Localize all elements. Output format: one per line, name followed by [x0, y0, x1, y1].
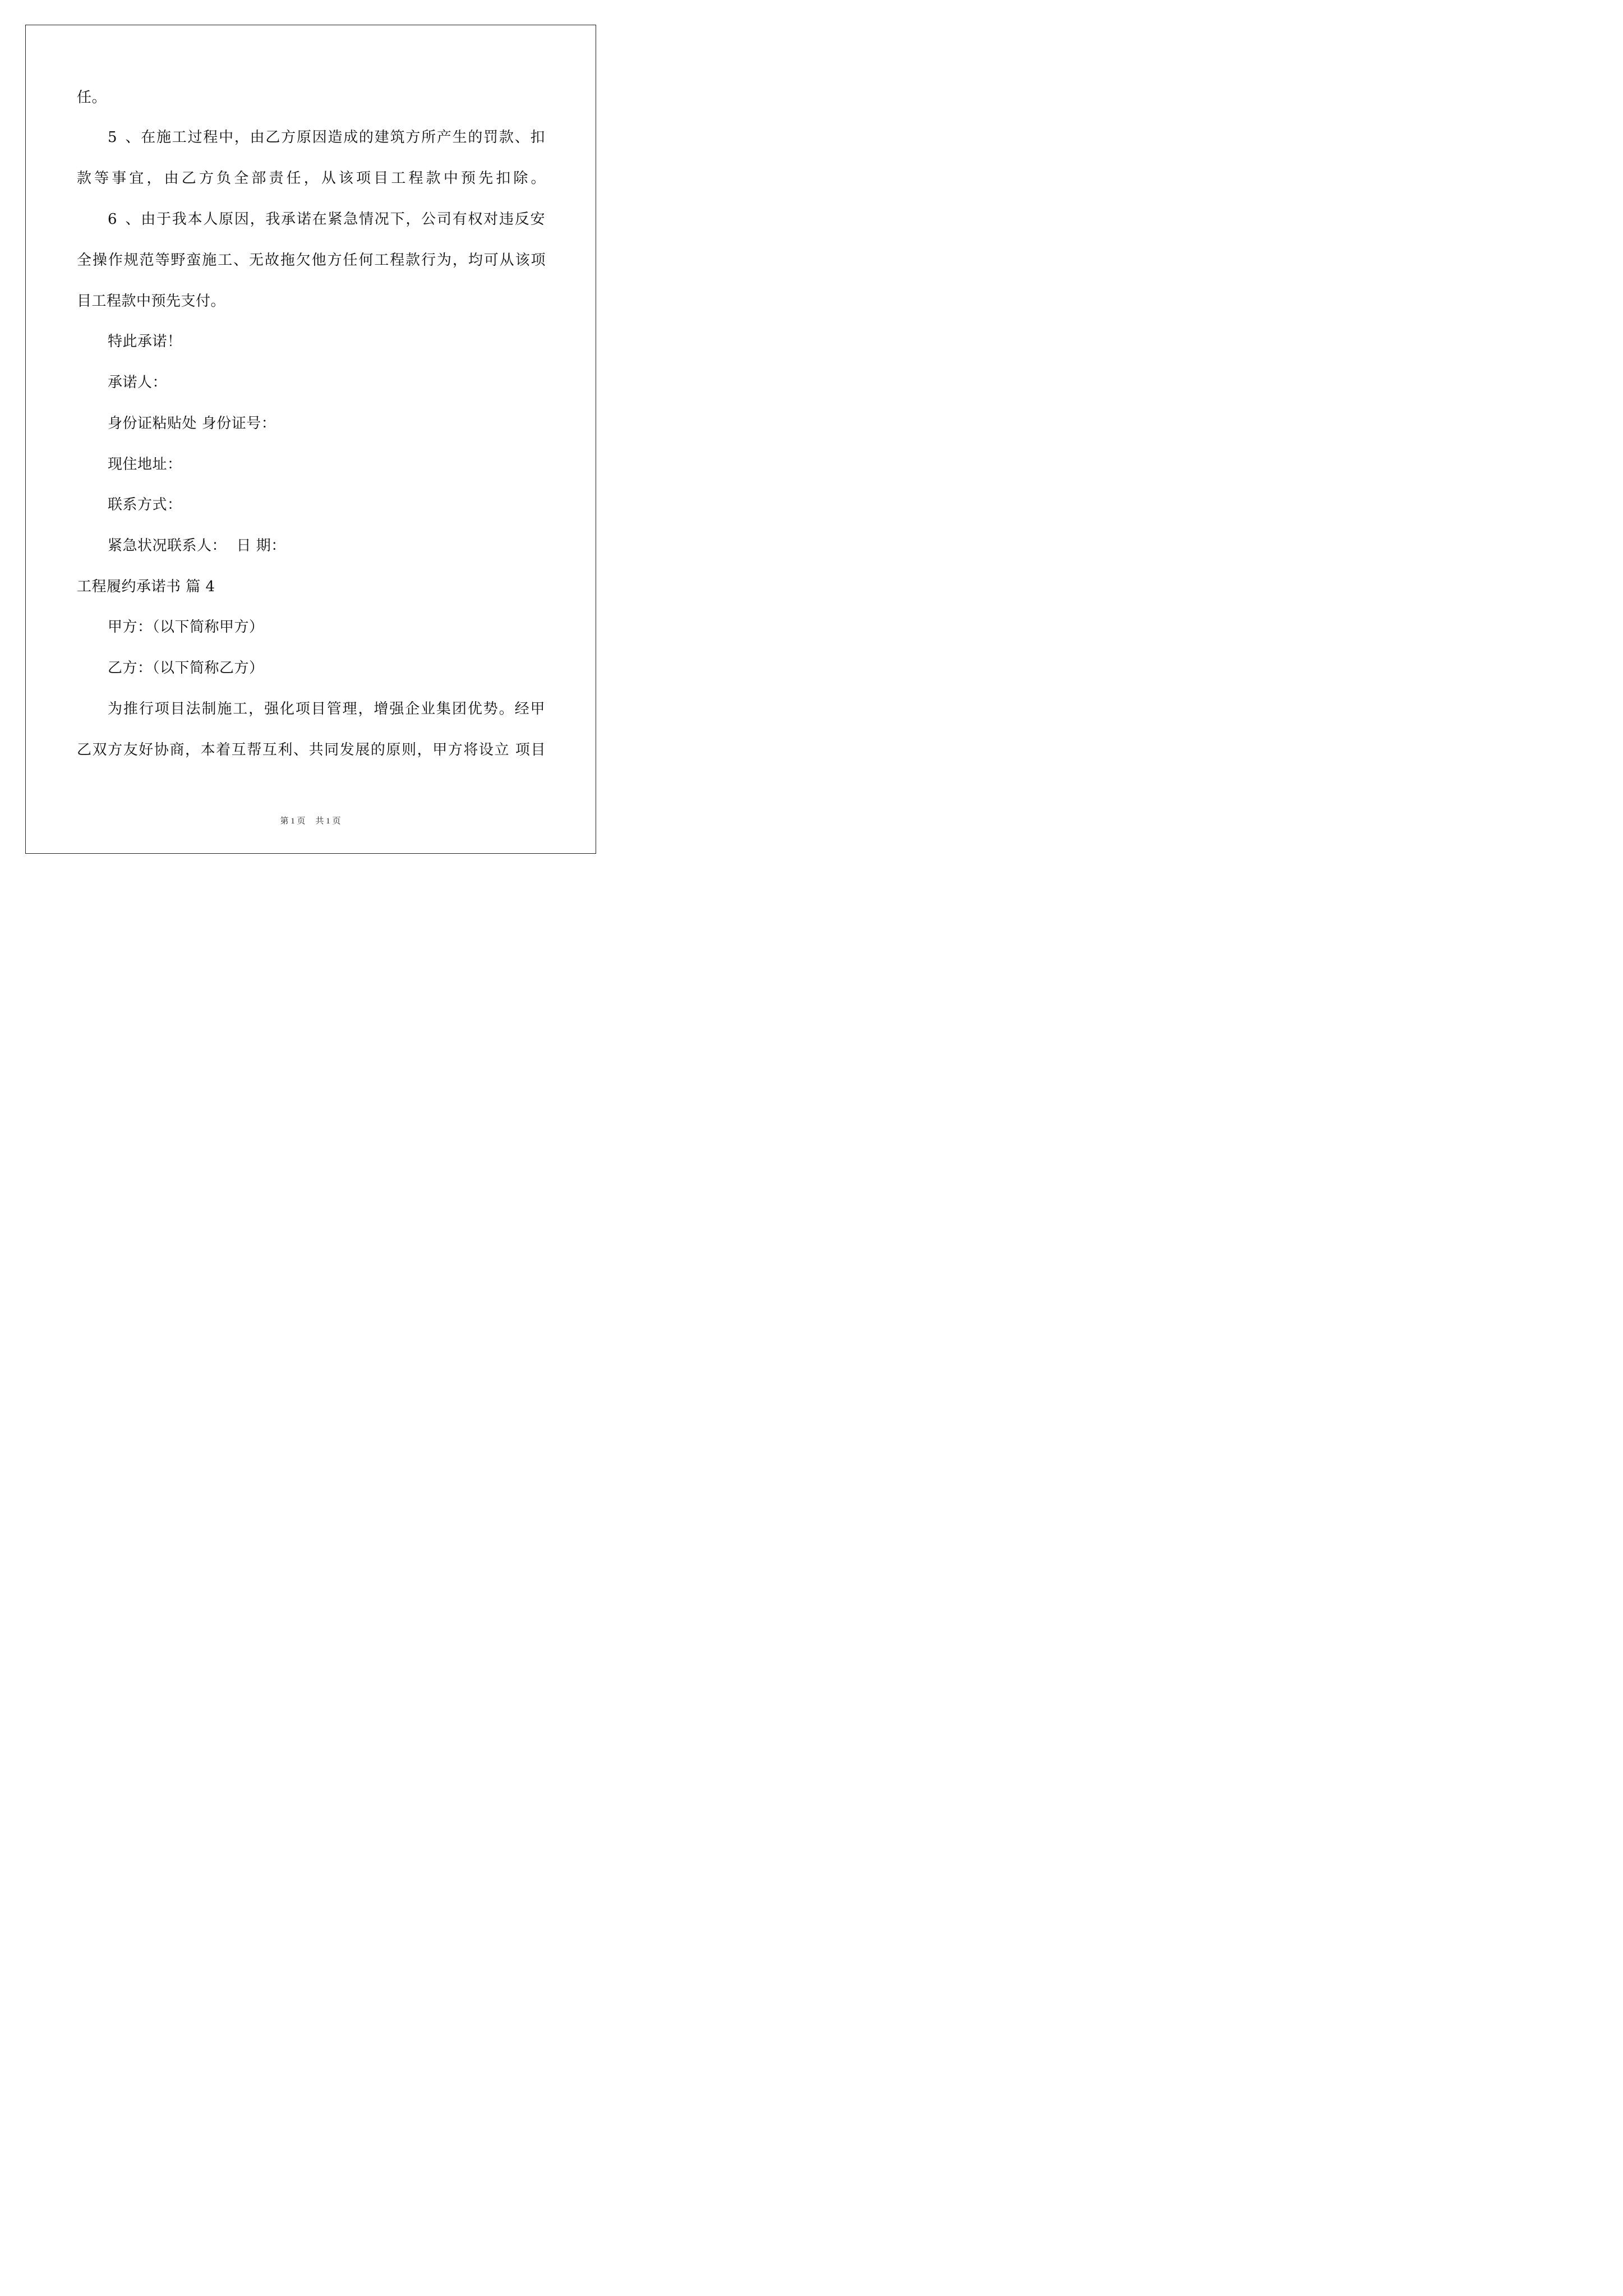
list-item-5 [108, 128, 545, 146]
closing-statement: 特此承诺！ [108, 333, 182, 350]
page-footer [0, 816, 621, 826]
total-pages: 共 1 页 [315, 817, 341, 826]
text-line: 任。 [77, 89, 107, 106]
text-line: 全操作规范等野蛮施工、无故拖欠他方任何工程款行为，均可从该项 [77, 252, 546, 269]
party-a-line: 甲方：（以下简称甲方） [108, 619, 264, 636]
section-heading: 工程履约承诺书 篇 4 [77, 578, 215, 595]
text-line: 为推行项目法制施工，强化项目管理，增强企业集团优势。经甲 [108, 701, 545, 717]
address-field: 现住地址： [108, 456, 182, 473]
contact-field: 联系方式： [108, 496, 182, 513]
page-border [25, 25, 596, 854]
text-line: 乙双方友好协商，本着互帮互利、共同发展的原则，甲方将设立 项目 [77, 742, 546, 758]
text-line: 在施工过程中，由乙方原因造成的建筑方所产生的罚款、扣 [140, 129, 545, 146]
list-item-6 [108, 210, 545, 228]
text-line: 由于我本人原因，我承诺在紧急情况下，公司有权对违反安 [140, 211, 545, 228]
text-line: 目工程款中预先支付。 [77, 293, 226, 310]
id-field: 身份证粘贴处 身份证号： [108, 415, 276, 432]
party-b-line: 乙方：（以下简称乙方） [108, 660, 264, 677]
signer-field: 承诺人： [108, 374, 168, 391]
item-number: 6、 [108, 211, 140, 228]
emergency-contact-field: 紧急状况联系人： 日 期： [108, 537, 286, 554]
item-number: 5、 [108, 129, 140, 146]
page-number: 第 1 页 [280, 817, 306, 826]
text-line: 款等事宜，由乙方负全部责任，从该项目工程款中预先扣除。 [77, 170, 546, 187]
